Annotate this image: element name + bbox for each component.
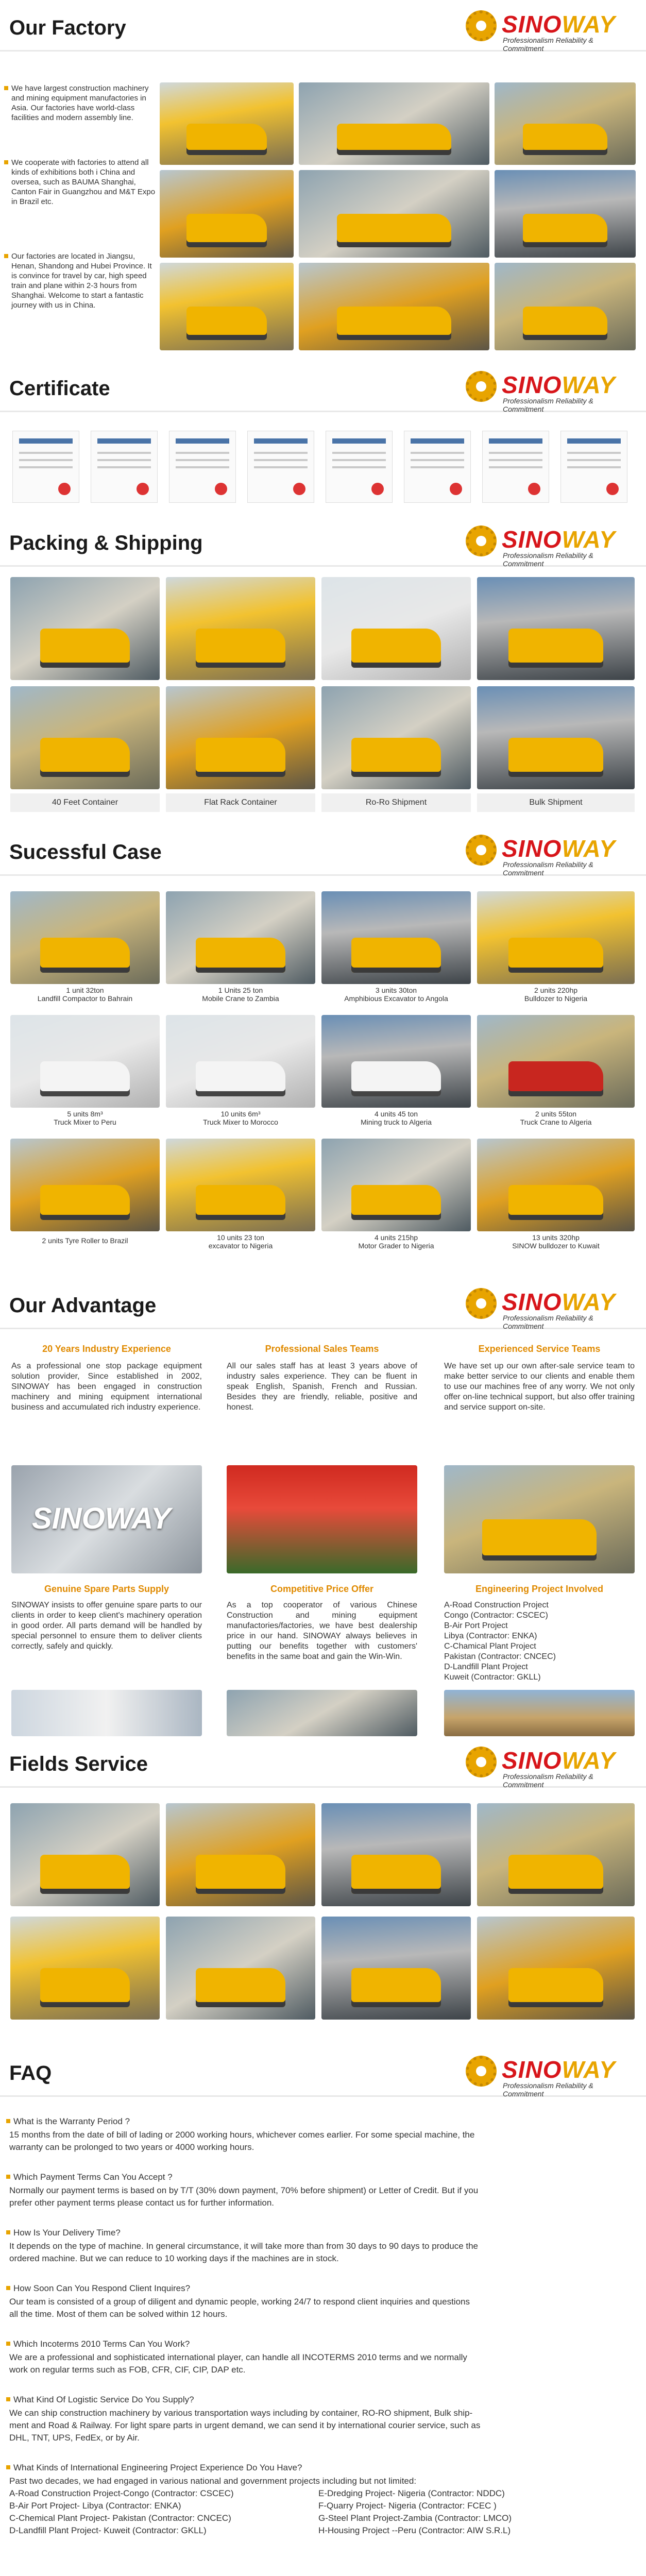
factory-paragraph: Our factories are located in Jiangsu, Henan, Shandong and Hubei Province. It is convince for travel by car, high speed train and plane within 2-3 hours from Shanghai. Welcome to start a fantastic journey with us in China. <box>11 251 156 310</box>
advantage-text: As a top cooperator of various Chinese Construction and mining equipment manufactories/factories, we have best dealership price in our hand. SINOWAY always believes in putting our benefits together with customers' benefits in the same boat and gain the Win-Win. <box>227 1601 417 1661</box>
faq-section <box>0 2045 646 2576</box>
field-service-photo <box>477 1917 635 2020</box>
case-caption: 3 units 30ton Amphibious Excavator to Angola <box>344 986 448 1003</box>
cases-grid <box>0 876 646 1278</box>
factory-photo <box>160 82 294 165</box>
logo-wordmark: SINOWAY <box>502 526 616 553</box>
advantage-text: We have set up our own after-sale service team to make better service to our clients and enable them to use our machines free of any worry. We not only offer on-line technical support, but also offer training and service support on-site. <box>444 1362 635 1412</box>
field-service-photo <box>166 1803 315 1906</box>
fields-grid <box>0 1788 646 2045</box>
certificate-image <box>326 431 393 503</box>
factory-photo <box>299 170 489 258</box>
logo-tagline: Professionalism Reliability & Commitment <box>503 1772 593 1789</box>
logo-wordmark: SINOWAY <box>502 11 616 38</box>
logo-wordmark: SINOWAY <box>502 835 616 862</box>
logo-wordmark: SINOWAY <box>502 1289 616 1315</box>
sinoway-logo <box>466 2055 636 2098</box>
case-caption: 10 units 6m³ Truck Mixer to Morocco <box>203 1110 278 1126</box>
logo-tagline: Professionalism Reliability & Commitment <box>503 2081 593 2098</box>
case-caption: 4 units 215hp Motor Grader to Nigeria <box>358 1233 434 1250</box>
faq-answer: We can ship construction machinery by various transportation ways including by container, RO-RO shipment, Bulk ship- ment and Road & Railway. For light spare parts in urgent demand, we can send it by international courier service, such as DHL, TNT, UPS, FedEx, or by Air. <box>9 2408 481 2443</box>
packing-photo <box>321 577 471 680</box>
section-header <box>0 515 646 567</box>
faq-question: How Is Your Delivery Time? <box>13 2228 121 2238</box>
packing-photo <box>166 577 315 680</box>
factory-photo <box>495 170 636 258</box>
faq-answer: It depends on the type of machine. In general circumstance, it will take more than from 30 days to 90 days to produce the ordered machine. But we can reduce to 10 working days if the machines are in stock. <box>9 2241 479 2263</box>
case-caption: 5 units 8m³ Truck Mixer to Peru <box>54 1110 116 1126</box>
sinoway-logo <box>466 370 636 413</box>
price-offer-photo <box>227 1690 417 1736</box>
advantage-heading: Experienced Service Teams <box>478 1344 601 1354</box>
factory-paragraph: We cooperate with factories to attend all kinds of exhibitions both i China and oversea, such as BAUMA Shanghai, Canton Fair in Guangzhou and M&T Expo in Brazil etc. <box>11 158 156 206</box>
faq-list <box>0 2097 646 2576</box>
packing-grid <box>0 567 646 824</box>
case-photo <box>477 1015 635 1108</box>
section-title: Fields Service <box>9 1753 148 1775</box>
factory-photo <box>160 170 294 258</box>
gear-icon <box>466 1747 497 1777</box>
faq-question: What Kinds of International Engineering Project Experience Do You Have? <box>13 2463 302 2472</box>
case-photo <box>166 891 315 984</box>
section-header <box>0 1736 646 1788</box>
factory-photo <box>495 263 636 350</box>
case-caption: 1 unit 32ton Landfill Compactor to Bahrain <box>37 986 133 1003</box>
faq-answer: Our team is consisted of a group of diligent and dynamic people, working 24/7 to respond client inquiries and questions all the time. Most of them can be solved within 12 hours. <box>9 2297 470 2319</box>
case-caption: 2 units 55ton Truck Crane to Algeria <box>520 1110 592 1126</box>
section-title: Certificate <box>9 377 110 400</box>
factory-paragraph: We have largest construction machinery and mining equipment manufactories in Asia. Our factories have world-class facilities and modern assembly line. <box>11 83 156 123</box>
logo-tagline: Professionalism Reliability & Commitment <box>503 397 593 413</box>
certificate-image <box>12 431 79 503</box>
section-title: FAQ <box>9 2062 52 2084</box>
case-photo <box>10 891 160 984</box>
advantage-text: SINOWAY insists to offer genuine spare parts to our clients in order to keep client's machinery operation in good order. All parts demand will be handled by special personnel to ensure them to deliver clients correctly, safely and quickly. <box>11 1601 202 1651</box>
case-photo <box>321 1139 471 1231</box>
advantage-text: All our sales staff has at least 3 years above of industry sales experience. They can be fluent in speak English, Spanish, French and Russian. Besides they are friendly, reliable, positive and honest. <box>227 1362 417 1412</box>
field-service-photo <box>477 1803 635 1906</box>
sinoway-logo <box>466 524 636 568</box>
logo-wordmark: SINOWAY <box>502 2056 616 2083</box>
packing-caption: Bulk Shipment <box>477 793 635 812</box>
packing-section <box>0 515 646 824</box>
faq-answer: Past two decades, we had engaged in various national and government projects including but not limited: A-Road Construction Project-Congo (Contractor: CSCEC) B-Air Port Project- Libya (Contractor: ENKA) C-Chemical Plant Project- Pakistan (Contractor: CNCEC) D-Landfill Plant Project- Kuweit (Contractor: GKLL) E-Dredging Project- Nigeria (Contractor: NDDC) F-Quarry Project- Nigeria (Contractor: FCEC ) G-Steel Plant Project-Zambia (Contractor: LMCO) H-Housing Project --Peru (Contractor: AIW S.R.L) <box>9 2476 512 2535</box>
packing-photo <box>477 686 635 789</box>
packing-photo <box>166 686 315 789</box>
case-photo <box>321 891 471 984</box>
packing-photo <box>10 686 160 789</box>
gear-icon <box>466 835 497 866</box>
faq-answer: We are a professional and sophisticated international player, can handle all INCOTERMS 2010 terms and we normally work on regular terms such as FOB, CFR, CIF, CIP, DAP etc. <box>9 2352 467 2375</box>
certificate-image <box>404 431 471 503</box>
certificate-image <box>91 431 158 503</box>
case-caption: 4 units 45 ton Mining truck to Algeria <box>361 1110 432 1126</box>
advantage-heading: Engineering Project Involved <box>475 1584 604 1594</box>
gear-icon <box>466 10 497 41</box>
packing-caption: Flat Rack Container <box>166 793 315 812</box>
faq-question: What Kind Of Logistic Service Do You Supply? <box>13 2395 194 2404</box>
advantage-heading: Genuine Spare Parts Supply <box>44 1584 169 1594</box>
case-caption: 2 units 220hp Bulldozer to Nigeria <box>524 986 588 1003</box>
section-title: Sucessful Case <box>9 841 162 863</box>
case-caption: 10 units 23 ton excavator to Nigeria <box>208 1233 273 1250</box>
case-photo <box>10 1139 160 1231</box>
factory-body <box>0 52 646 361</box>
factory-photo <box>495 82 636 165</box>
section-header <box>0 2045 646 2097</box>
certificate-image <box>247 431 314 503</box>
logo-wordmark: SINOWAY <box>502 371 616 398</box>
cases-section <box>0 824 646 1278</box>
advantage-section <box>0 1278 646 1736</box>
faq-question: What is the Warranty Period ? <box>13 2116 130 2126</box>
field-service-photo <box>166 1917 315 2020</box>
packing-caption: 40 Feet Container <box>10 793 160 812</box>
certificate-image <box>482 431 549 503</box>
sinoway-logo <box>466 1745 636 1789</box>
fields-section <box>0 1736 646 2045</box>
sinoway-logo <box>466 1287 636 1330</box>
certificate-image <box>169 431 236 503</box>
logo-tagline: Professionalism Reliability & Commitment <box>503 1314 593 1330</box>
sales-team-photo <box>227 1465 417 1573</box>
section-header <box>0 824 646 876</box>
packing-photo <box>477 577 635 680</box>
section-title: Packing & Shipping <box>9 532 203 554</box>
section-header <box>0 361 646 412</box>
factory-photo <box>299 263 489 350</box>
factory-photo <box>160 263 294 350</box>
faq-question: Which Incoterms 2010 Terms Can You Work? <box>13 2339 190 2349</box>
certificate-strip <box>0 412 646 515</box>
case-photo <box>166 1015 315 1108</box>
faq-question: How Soon Can You Respond Client Inquires? <box>13 2283 191 2293</box>
gear-icon <box>466 2056 497 2087</box>
case-caption: 1 Units 25 ton Mobile Crane to Zambia <box>202 986 279 1003</box>
faq-question: Which Payment Terms Can You Accept ? <box>13 2172 173 2182</box>
section-header <box>0 1278 646 1329</box>
factory-photo <box>299 82 489 165</box>
case-photo <box>477 891 635 984</box>
field-service-photo <box>10 1917 160 2020</box>
advantage-heading: Competitive Price Offer <box>270 1584 374 1594</box>
faq-answer: 15 months from the date of bill of lading or 2000 working hours, whichever comes earlier. For some special machine, the warranty can be prolonged to two years or 4000 working hours. <box>9 2130 475 2152</box>
logo-wordmark: SINOWAY <box>502 1747 616 1774</box>
advantage-grid <box>0 1329 646 1736</box>
advantage-text: As a professional one stop package equipment solution provider, Since established in 2002, SINOWAY has been engaged in construction machinery and mining equipment international business and accumulated rich industry experience. <box>11 1362 202 1412</box>
advantage-project-list: A-Road Construction Project Congo (Contractor: CSCEC) B-Air Port Project Libya (Contractor: ENKA) C-Chamical Plant Project Pakistan (Contractor: CNCEC) D-Landfill Plant Project Kuweit (Contractor: GKLL) <box>444 1601 556 1682</box>
sinoway-sign-photo: SINOWAY <box>11 1465 202 1573</box>
case-caption: 2 units Tyre Roller to Brazil <box>42 1236 128 1245</box>
faq-answer: Normally our payment terms is based on by T/T (30% down payment, 70% before shipment) or Letter of Credit. But if you prefer other payment terms please contact us for further information. <box>9 2185 479 2208</box>
case-photo <box>10 1015 160 1108</box>
service-team-photo <box>444 1465 635 1573</box>
field-service-photo <box>321 1917 471 2020</box>
spare-parts-photo <box>11 1690 202 1736</box>
section-header <box>0 0 646 52</box>
section-title: Our Advantage <box>9 1294 157 1317</box>
case-photo <box>166 1139 315 1231</box>
packing-caption: Ro-Ro Shipment <box>321 793 471 812</box>
sinoway-logo <box>466 9 636 53</box>
case-photo <box>477 1139 635 1231</box>
gear-icon <box>466 526 497 556</box>
advantage-heading: Professional Sales Teams <box>265 1344 379 1354</box>
packing-photo <box>321 686 471 789</box>
case-caption: 13 units 320hp SINOW bulldozer to Kuwait <box>512 1233 600 1250</box>
sinoway-logo <box>466 834 636 877</box>
factory-section <box>0 0 646 361</box>
logo-tagline: Professionalism Reliability & Commitment <box>503 36 593 53</box>
logo-tagline: Professionalism Reliability & Commitment <box>503 551 593 568</box>
field-service-photo <box>321 1803 471 1906</box>
certificate-section <box>0 361 646 515</box>
gear-icon <box>466 1288 497 1319</box>
field-service-photo <box>10 1803 160 1906</box>
certificate-image <box>560 431 627 503</box>
section-title: Our Factory <box>9 16 126 39</box>
logo-tagline: Professionalism Reliability & Commitment <box>503 860 593 877</box>
project-photo <box>444 1690 635 1736</box>
case-photo <box>321 1015 471 1108</box>
gear-icon <box>466 371 497 402</box>
advantage-heading: 20 Years Industry Experience <box>42 1344 171 1354</box>
packing-photo <box>10 577 160 680</box>
